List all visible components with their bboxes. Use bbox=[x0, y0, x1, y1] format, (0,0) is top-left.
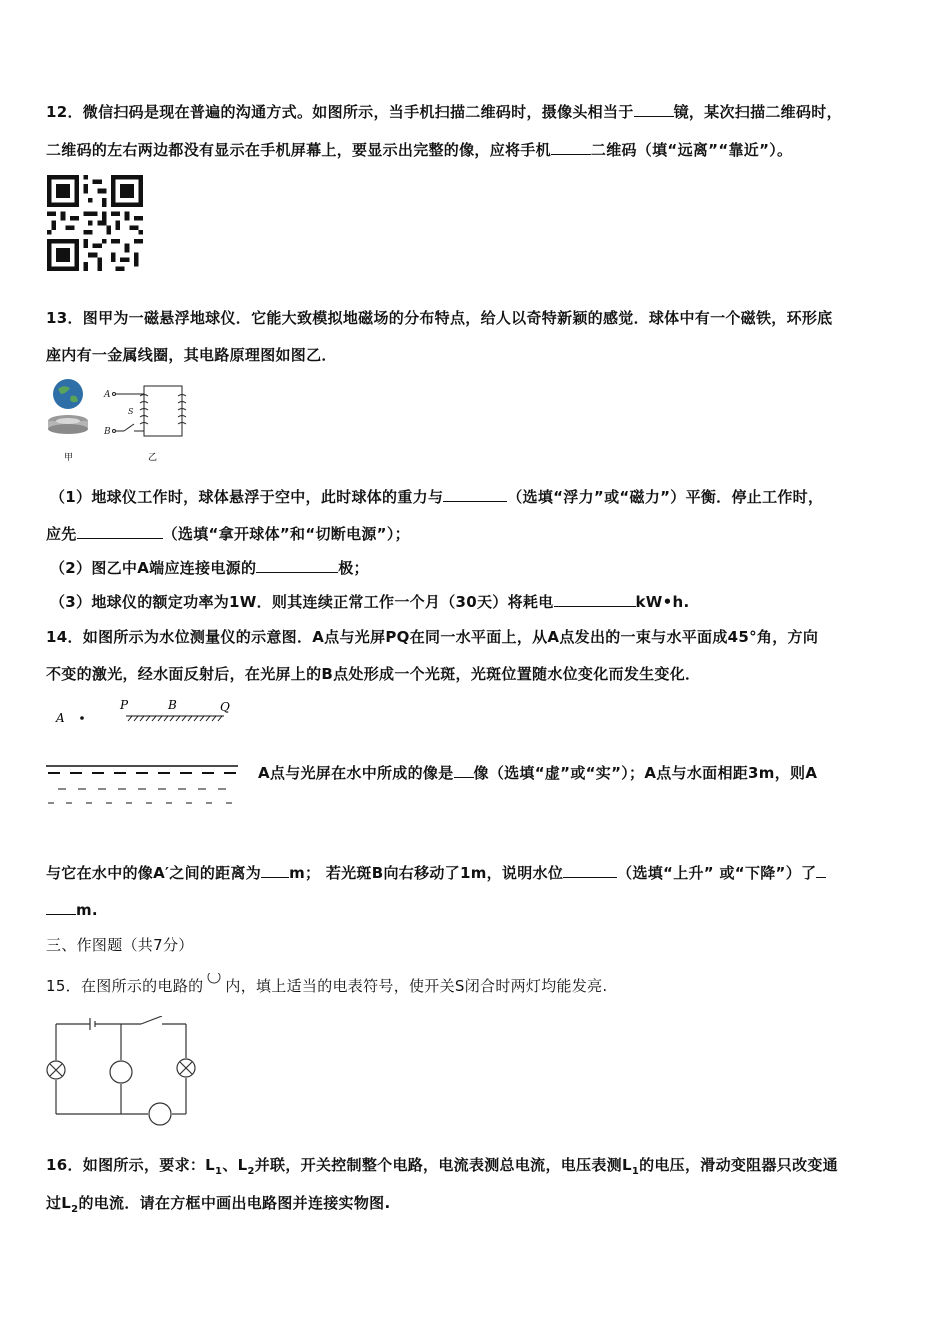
q15-text: 15．在图所示的电路的 内，填上适当的电表符号，使开关S闭合时两灯均能发亮. bbox=[46, 973, 607, 996]
water-level-diagram bbox=[46, 692, 246, 812]
q14-line5: m. bbox=[46, 900, 98, 920]
switch-s-label: S bbox=[128, 407, 134, 416]
lamp-l2-icon bbox=[177, 1059, 195, 1077]
q12-line2: 二维码的左右两边都没有显示在手机屏幕上，要显示出完整的像，应将手机 二维码（填“远离”“靠近”）。 bbox=[46, 141, 793, 159]
point-q-label: Q bbox=[220, 700, 230, 714]
q14-line4: 与它在水中的像A′之间的距离为 m； 若光斑B向右移动了1m，说明水位 （选填“上升” 或“下降”）了 bbox=[46, 863, 826, 883]
caption-yi: 乙 bbox=[148, 453, 158, 463]
q13-blank-4[interactable] bbox=[554, 592, 636, 607]
meter-circle-icon bbox=[203, 973, 225, 993]
q16-line2: 过$L_2$的电流．请在方框中画出电路图并连接实物图. bbox=[46, 1194, 391, 1215]
q16-line1: 16．如图所示，要求：$L_1$、$L_2$并联，开关控制整个电路，电流表测总电流，电压表测$L_1$的电压，滑动变阻器只改变通 bbox=[46, 1156, 838, 1177]
light-screen-pq bbox=[126, 716, 224, 721]
q14-line1: 14．如图所示为水位测量仪的示意图．A点与光屏PQ在同一水平面上，从A点发出的一束与水平面成45°角，方向 bbox=[46, 628, 819, 646]
q13-line2: 座内有一金属线圈，其电路原理图如图乙． bbox=[46, 346, 337, 364]
q14-blank-4[interactable] bbox=[816, 863, 826, 878]
water-surface bbox=[46, 766, 238, 803]
q13-blank-2[interactable] bbox=[77, 524, 163, 539]
q14-line2: 不变的激光，经水面反射后，在光屏上的B点处形成一个光斑，光斑位置随水位变化而发生变化． bbox=[46, 665, 701, 683]
q13-line1: 13．图甲为一磁悬浮地球仪．它能大致模拟地磁场的分布特点，给人以奇特新颖的感觉．球体中有一个磁铁，环形底 bbox=[46, 309, 833, 327]
point-p-label: P bbox=[120, 698, 129, 712]
meter-slot-2[interactable] bbox=[149, 1103, 171, 1125]
q14-blank-2[interactable] bbox=[261, 863, 289, 878]
terminal-a-label: A bbox=[104, 390, 111, 400]
q12-line1: 12．微信扫码是现在普遍的沟通方式。如图所示，当手机扫描二维码时，摄像头相当于 镜，某次扫描二维码时， bbox=[46, 103, 842, 121]
terminal-b-label: B bbox=[104, 427, 111, 437]
q15-circuit-diagram bbox=[44, 1016, 204, 1131]
q13-blank-1[interactable] bbox=[443, 487, 507, 502]
q12-blank-2[interactable] bbox=[551, 140, 591, 155]
q12-blank-1[interactable] bbox=[634, 102, 674, 117]
q13-part2: （2）图乙中A端应连接电源的 极； bbox=[50, 559, 369, 577]
lamp-l1-icon bbox=[47, 1061, 65, 1079]
q14-blank-4-cont[interactable] bbox=[46, 900, 76, 915]
section-3-title: 三、作图题（共7分） bbox=[46, 936, 194, 954]
q13-part1: （1）地球仪工作时，球体悬浮于空中，此时球体的重力与 （选填“浮力”或“磁力”）平衡．停止工作时， bbox=[50, 488, 824, 506]
q14-line3: A点与光屏在水中所成的像是 像（选填“虚”或“实”）；A点与水面相距3m，则A bbox=[258, 764, 818, 782]
q13-blank-3[interactable] bbox=[256, 558, 338, 573]
coil-circuit-diagram bbox=[103, 386, 186, 437]
q13-figure bbox=[44, 376, 194, 464]
caption-jia: 甲 bbox=[64, 453, 74, 463]
point-b-label: B bbox=[168, 698, 177, 712]
qr-code-image bbox=[47, 175, 143, 271]
point-a-dot bbox=[80, 716, 84, 720]
q13-part3: （3）地球仪的额定功率为1W．则其连续正常工作一个月（30天）将耗电 kW•h. bbox=[50, 593, 690, 611]
maglev-globe-image bbox=[48, 379, 88, 434]
meter-slot-1[interactable] bbox=[110, 1061, 132, 1083]
point-a-label: A bbox=[56, 711, 65, 725]
q14-blank-1[interactable] bbox=[454, 763, 474, 778]
q14-blank-3[interactable] bbox=[563, 863, 617, 878]
q13-part1-cont: 应先 （选填“拿开球体”和“切断电源”）； bbox=[46, 525, 410, 543]
